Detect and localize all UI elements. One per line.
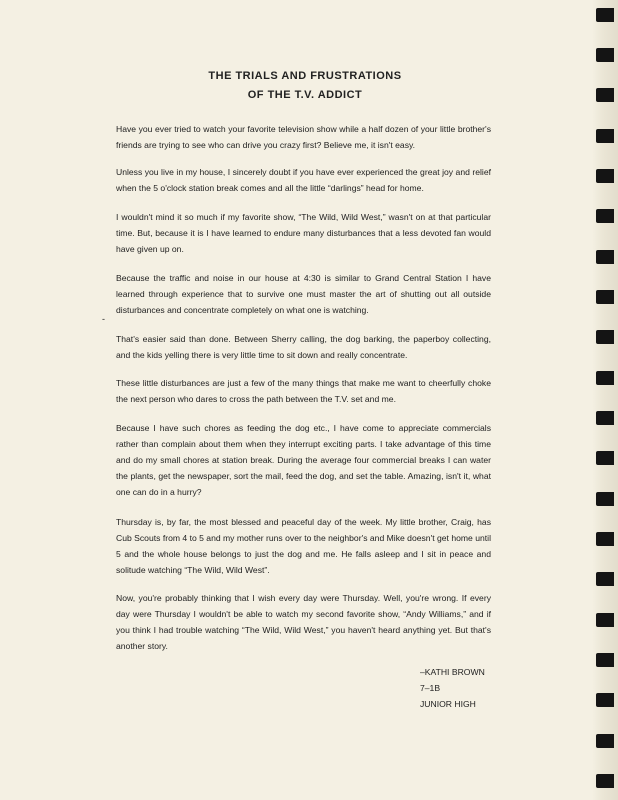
stray-mark: - xyxy=(102,314,105,324)
spiral-binding xyxy=(592,0,618,800)
paragraph-7: Because I have such chores as feeding the dog etc., I have come to appreciate commercials rather than complain about them when they interrupt exciting parts. I take advantage of this time and do my small chores at station break. During the average four commercial breaks I can water the plants, get the newspaper, sort the mail, feed the dog, and set the table. Amazing, isn't it, what one can do in a hurry? xyxy=(116,423,491,497)
paragraph-3: I wouldn't mind it so much if my favorite show, “The Wild, Wild West,” wasn't on at that particular time. But, because it is I have learned to endure many disturbances that a less devoted fan would have given up on. xyxy=(116,212,491,254)
paragraph-8: Thursday is, by far, the most blessed and peaceful day of the week. My little brother, Craig, has Cub Scouts from 4 to 5 and my mother runs over to the neighbor's and Mike doesn't get home until 5 and the whole house belongs to just the dog and me. He falls asleep and I sit in peace and solitude watching “The Wild, Wild West”. xyxy=(116,517,491,575)
paragraph-2: Unless you live in my house, I sincerely doubt if you have ever experienced the great joy and relief when the 5 o'clock station break comes and all the little “darlings” head for home. xyxy=(116,167,491,193)
paragraph-9: Now, you're probably thinking that I wish every day were Thursday. Well, you're wrong. If every day were Thursday I wouldn't be able to watch my second favorite show, “Andy Williams,” and if you think I had trouble watching “The Wild, Wild West,” you haven't heard anything yet. But that's another story. xyxy=(116,593,491,651)
paragraph-6: These little disturbances are just a few of the many things that make me want to cheerfully choke the next person who dares to cross the path between the T.V. set and me. xyxy=(116,378,491,404)
paragraph-4: Because the traffic and noise in our house at 4:30 is similar to Grand Central Station I have learned through experience that to survive one must master the art of shutting out all outside disturbances and concentrate completely on what one is watching. xyxy=(116,273,491,315)
title-line-2: OF THE T.V. ADDICT xyxy=(247,89,363,101)
author-name: –KATHI BROWN xyxy=(420,667,485,677)
author-grade: 7–1B xyxy=(420,683,441,693)
author-school: JUNIOR HIGH xyxy=(420,699,476,709)
title-line-1: THE TRIALS AND FRUSTRATIONS xyxy=(208,70,402,82)
paragraph-1: Have you ever tried to watch your favorite television show while a half dozen of your little brother's friends are trying to see who can drive you crazy first? Believe me, it isn't easy. xyxy=(116,124,491,150)
paragraph-5: That's easier said than done. Between Sherry calling, the dog barking, the paperboy collecting, and the kids yelling there is very little time to sit down and really concentrate. xyxy=(116,334,491,360)
